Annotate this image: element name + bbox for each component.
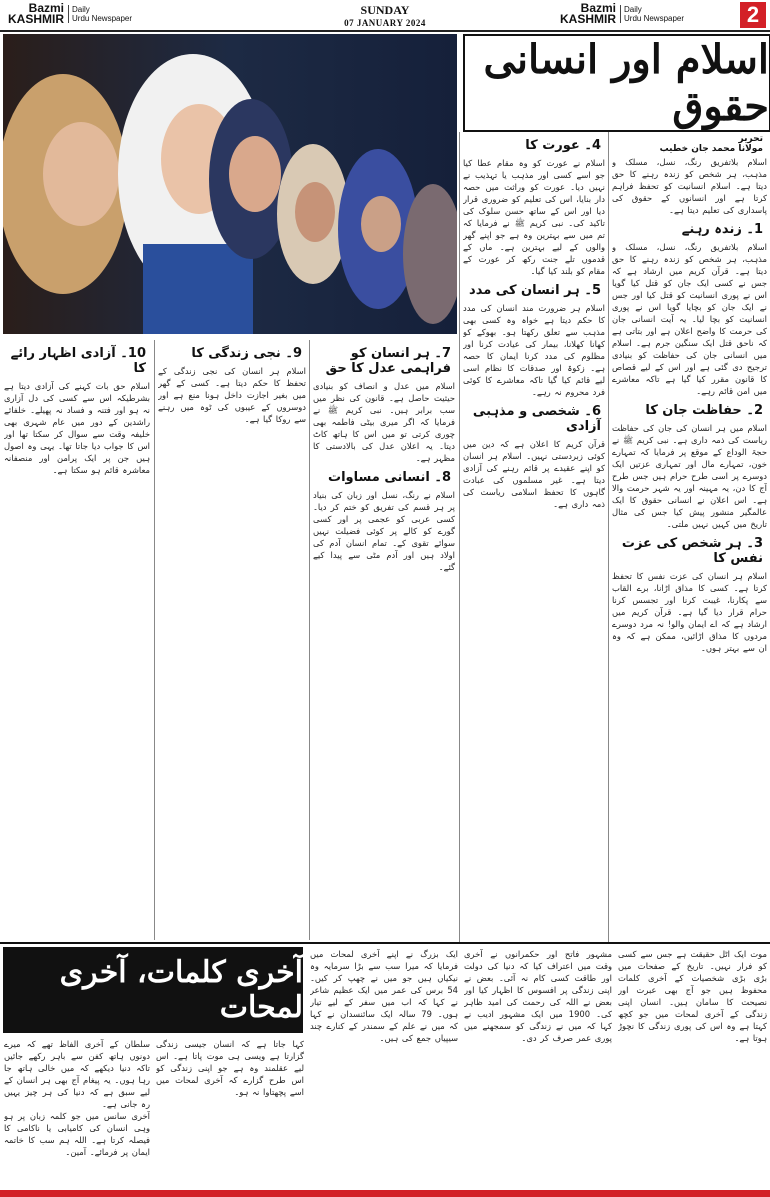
- page-number-badge: 2: [740, 2, 766, 28]
- masthead-right-sub-1: Daily: [624, 5, 642, 14]
- bottom-body-1: موت ایک اٹل حقیقت ہے جس سے کسی کو فرار نہیں۔ تاریخ کے صفحات میں بڑی بڑی شخصیات کے آخری کلمات محفوظ ہیں جو آج بھی عبرت اور نصیحت کا سامان ہیں۔ انسان اپنی زندگی کے آخری لمحات میں جو کچھ کہتا ہے وہ اس کی پوری زندگی کا نچوڑ ہوتا ہے۔: [618, 949, 767, 1043]
- main-article-title-box: [463, 34, 770, 132]
- column-divider: [459, 132, 460, 942]
- masthead: [0, 0, 770, 32]
- footer-bar: [0, 1190, 770, 1197]
- bottom-article-title: آخری کلمات، آخری لمحات: [59, 955, 303, 1025]
- section-body-2: اسلام میں ہر انسان کی جان کی حفاظت ریاست کی ذمہ داری ہے۔ نبی کریم ﷺ نے حجۃ الوداع کے موقع پر فرمایا کہ تمہارے خون، تمہارے مال اور تمہاری عزتیں ایک دوسرے پر اسی طرح حرام ہیں جس طرح آج کا دن، یہ مہینہ اور یہ شہر حرمت والا ہے۔ اس اعلان نے انسانی حقوق کا ایک عالمگیر منشور پیش کیا جس کی مثال تاریخ میں کہیں نہیں ملتی۔: [612, 423, 767, 529]
- bottom-body-3: ایک بزرگ نے اپنے آخری لمحات میں فرمایا کہ میرا سب سے بڑا سرمایہ وہ نیکیاں ہیں جو میں نے چھپ کر کیں۔ 54 برس کی عمر میں ایک عظیم شاعر نے کہا کہ اب میں سفر کے لیے تیار ہوں۔ 79 سالہ ایک سائنسدان نے کہا کہ میں نے علم کے سمندر کے کنارے چند سیپیاں جمع کی ہیں۔: [310, 949, 458, 1043]
- masthead-right-name-bottom: KASHMIR: [560, 12, 616, 26]
- section-body-10: اسلام حق بات کہنے کی آزادی دیتا ہے بشرطیکہ اس سے کسی کی دل آزاری نہ ہو اور فتنہ و فساد نہ پھیلے۔ خلفائے راشدین کے دور میں عام شہری بھی خلیفہ وقت سے سوال کر سکتا تھا اور اس کا جواب دیا جاتا تھا۔ یہی وہ اصول ہیں جن پر ایک پرامن اور منصفانہ معاشرہ قائم ہو سکتا ہے۔: [4, 381, 150, 475]
- bottom-body-4: کہا جاتا ہے کہ انسان جیسی زندگی گزارتا ہے ویسی ہی موت پاتا ہے۔ اس لیے عقلمند وہ ہے جو اپنی زندگی کو اس طرح گزارے کہ آخری لمحات میں اسے پچھتاوا نہ ہو۔: [156, 1039, 304, 1097]
- bottom-column-3: [310, 948, 458, 1186]
- section-body-7: اسلام میں عدل و انصاف کو بنیادی حیثیت حاصل ہے۔ قانون کی نظر میں سب برابر ہیں۔ نبی کریم ﷺ نے فرمایا کہ اگر میری بیٹی فاطمہ بھی چوری کرتی تو میں اس کا ہاتھ کاٹ دیتا۔ یہ اعلان عدل کی بالادستی کا مظہر ہے۔: [313, 381, 455, 463]
- masthead-right-name-top: Bazmi: [580, 1, 616, 15]
- main-article-title: اسلام اور انسانی حقوق: [483, 36, 769, 130]
- section-heading-7: 7۔ ہر انسان کو فراہمی عدل کا حق: [325, 346, 451, 376]
- byline: مولانا محمد جان خطیب: [659, 144, 763, 154]
- article-photo: [3, 34, 457, 334]
- section-body-6: قرآن کریم کا اعلان ہے کہ دین میں کوئی زبردستی نہیں۔ اسلام ہر انسان کو اپنے عقیدے پر قائم رہنے کی آزادی دیتا ہے۔ غیر مسلموں کی عبادت گاہوں کا تحفظ اسلامی ریاست کی ذمہ داری ہے۔: [463, 439, 605, 509]
- section-heading-3: 3۔ ہر شخص کی عزت نفس کا: [621, 536, 763, 566]
- article-column-2: [463, 132, 605, 942]
- article-column-5: [4, 340, 150, 940]
- article-column-4: [158, 340, 306, 940]
- article-intro: اسلام بلاتفریق رنگ، نسل، مسلک و مذہب، ہر شخص کو زندہ رہنے کا حق دیتا ہے۔ اسلام انسانیت کو تحفظ فراہم کرتا ہے اور انسانوں کے حقوق کی پاسداری کی تعلیم دیتا ہے۔: [612, 157, 767, 215]
- section-heading-4: 4۔ عورت کا: [525, 138, 601, 153]
- section-body-5: اسلام ہر ضرورت مند انسان کی مدد کا حکم دیتا ہے خواہ وہ کسی بھی مذہب سے تعلق رکھتا ہو۔ بھوکے کو کھانا کھلانا، بیمار کی عیادت کرنا اور مظلوم کی مدد کرنا ایمان کا حصہ ہے۔ زکوۃ اور صدقات کا نظام اسی لیے قائم کیا گیا تاکہ معاشرے کا کوئی فرد محروم نہ رہے۔: [463, 303, 605, 397]
- section-heading-10: 10۔ آزادی اظہار رائے کا: [10, 346, 146, 376]
- section-heading-1: 1۔ زندہ رہنے: [681, 222, 763, 237]
- section-body-3: اسلام ہر انسان کی عزت نفس کا تحفظ کرتا ہے۔ کسی کا مذاق اڑانا، برے القاب سے پکارنا، غیبت کرنا اور تجسس کرنا حرام قرار دیا گیا ہے۔ قرآن کریم میں ارشاد ہے کہ اے ایمان والو! نہ مرد دوسرے مردوں کا مذاق اڑائیں، ممکن ہے کہ وہ ان سے بہتر ہوں۔: [612, 571, 767, 653]
- article-column-1: [612, 132, 767, 942]
- section-body-4: اسلام نے عورت کو وہ مقام عطا کیا جو اسے کسی اور مذہب یا تہذیب نے نہیں دیا۔ عورت کو وراثت میں حصہ دار بنایا، اس کی تعلیم کو ضروری قرار دیا اور اس کے ساتھ حسن سلوک کی تاکید کی۔ نبی کریم ﷺ نے فرمایا کہ تم میں سے بہترین وہ ہے جو اپنے گھر والوں کے لیے بہترین ہے۔ ماں کے قدموں تلے جنت رکھ کر عورت کے مقام کو بلند کیا گیا۔: [463, 158, 605, 276]
- bottom-article-title-box: [3, 947, 303, 1033]
- byline-label: تحریر: [738, 134, 763, 144]
- section-body-1: اسلام بلاتفریق رنگ، نسل، مسلک و مذہب، ہر شخص کو زندہ رہنے کا حق دیتا ہے۔ قرآن کریم میں ارشاد ہے کہ جس نے کسی ایک جان کو قتل کیا گویا اس نے پوری انسانیت کو قتل کیا اور جس نے ایک جان کو بچایا گویا اس نے پوری انسانیت کو بچا لیا۔ یہ آیت انسانی جان کی حرمت کا واضح اعلان ہے اور بتاتی ہے کہ ناحق قتل ایک سنگین جرم ہے۔ اسلام میں انسانی جان کی حفاظت کو بنیادی ترجیح دی گئی ہے اور اس کے لیے قصاص کا قانون مقرر کیا گیا ہے تاکہ معاشرے میں امن قائم رہے۔: [612, 242, 767, 396]
- bottom-column-1: [618, 948, 767, 1186]
- masthead-date: 07 JANUARY 2024: [344, 18, 426, 28]
- section-body-8: اسلام نے رنگ، نسل اور زبان کی بنیاد پر ہر قسم کی تفریق کو ختم کر دیا۔ کسی عربی کو عجمی پر اور کسی گورے کو کالے پر کوئی فضیلت نہیں سوائے تقوی کے۔ تمام انسان آدم کی اولاد ہیں اور آدم مٹی سے پیدا کیے گئے۔: [313, 490, 455, 572]
- bottom-body-5: سلطان کے آخری الفاظ تھے کہ میرے دونوں ہاتھ کفن سے باہر رکھے جائیں تاکہ دنیا دیکھے کہ میں خالی ہاتھ جا رہا ہوں۔ یہ پیغام آج بھی ہر انسان کے لیے سبق ہے کہ دنیا کی ہر چیز یہیں رہ جانی ہے۔: [4, 1039, 150, 1109]
- masthead-left-sub-2: Urdu Newspaper: [72, 14, 133, 23]
- section-body-9: اسلام ہر انسان کی نجی زندگی کے تحفظ کا حکم دیتا ہے۔ کسی کے گھر میں بغیر اجازت داخل ہونا منع ہے اور دوسروں کے عیبوں کی ٹوہ میں رہنے سے روکا گیا ہے۔: [158, 366, 306, 424]
- section-separator: [0, 942, 770, 944]
- section-heading-2: 2۔ حفاظت جان کا: [645, 403, 763, 418]
- section-heading-6: 6۔ شخصی و مذہبی آزادی: [472, 404, 601, 434]
- column-divider: [309, 340, 310, 940]
- masthead-right-sub-2: Urdu Newspaper: [624, 14, 685, 23]
- bottom-column-4: [156, 1038, 304, 1186]
- column-divider: [154, 340, 155, 940]
- bottom-body-2: مشہور فاتح اور حکمرانوں نے آخری وقت میں اعتراف کیا کہ دنیا کی دولت اور طاقت کسی کام نہ آئی۔ بعض نے اپنی زندگی پر افسوس کا اظہار کیا اور بعض نے اللہ کی رحمت کی امید ظاہر کی۔ 1900 میں ایک مشہور ادیب نے کہا کہ میں نے زندگی کو سمجھنے میں پوری عمر صرف کر دی۔: [464, 949, 612, 1043]
- photo-women-audience: [3, 34, 457, 334]
- masthead-left-name-top: Bazmi: [28, 1, 64, 15]
- section-heading-5: 5۔ ہر انسان کی مدد: [469, 283, 601, 298]
- masthead-left-sub-1: Daily: [72, 5, 90, 14]
- masthead-left-name-bottom: KASHMIR: [8, 12, 64, 26]
- section-heading-8: 8۔ انسانی مساوات: [328, 470, 451, 485]
- bottom-column-5: [4, 1038, 150, 1186]
- masthead-right-logo: [560, 3, 684, 25]
- column-divider: [608, 132, 609, 942]
- bottom-column-2: [464, 948, 612, 1186]
- article-column-3: [313, 340, 455, 940]
- bottom-body-6: آخری سانس میں جو کلمہ زبان پر ہو وہی انسان کی کامیابی یا ناکامی کا فیصلہ کرتا ہے۔ اللہ ہم سب کا خاتمہ ایمان پر فرمائے۔ آمین۔: [4, 1111, 150, 1157]
- section-heading-9: 9۔ نجی زندگی کا: [191, 346, 302, 361]
- masthead-day: SUNDAY: [360, 3, 410, 17]
